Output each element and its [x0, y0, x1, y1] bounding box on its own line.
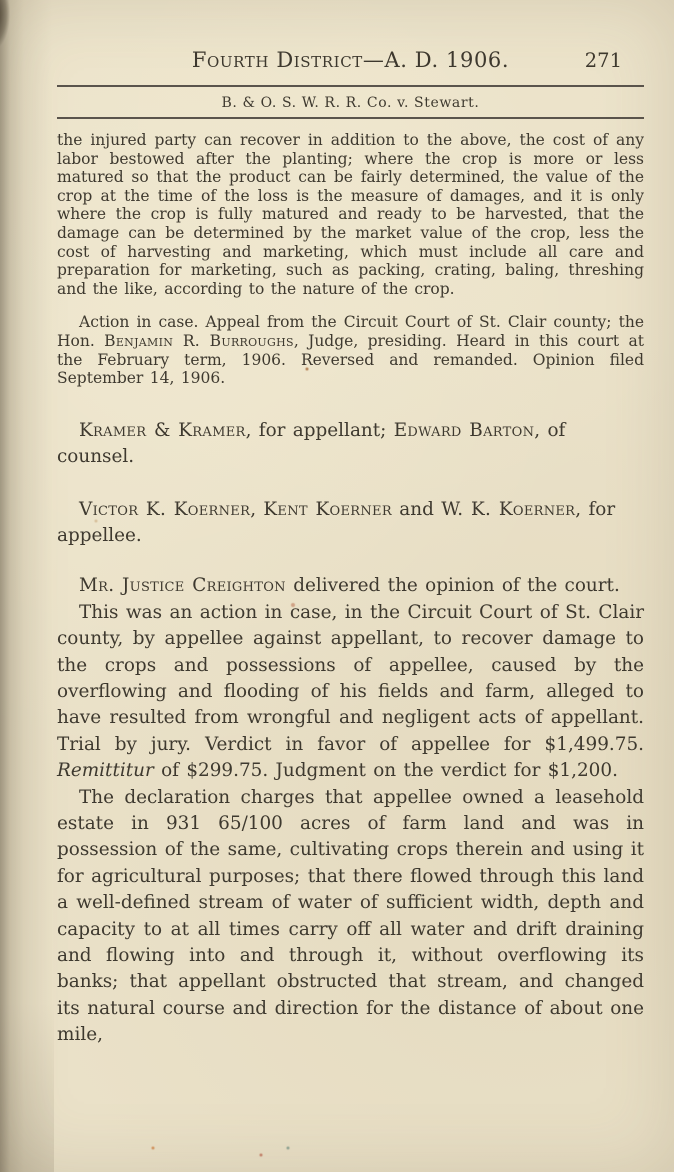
- opinion-author: [57, 573, 644, 599]
- text-segment: , for appellee.: [57, 498, 616, 546]
- scan-corner-shadow: [0, 0, 42, 96]
- text-segment: delivered the opinion of the court.: [285, 575, 620, 597]
- header-rule-top: [57, 85, 644, 87]
- page-number: 271: [584, 49, 622, 72]
- text-segment: Action in case. Appeal from the Circuit Court of St. Clair county; the Hon.: [57, 313, 644, 350]
- text-segment: The declaration charges that appellee owned a leasehold estate in 931 65/100 acres of farm land and was in possession of the same, cultivating crops therein and using it for agricultural purposes; that there flowed through this land a well-defined stream of water of sufficient width, depth and capacity to at all times carry off all water and drift draining and flowing into and through it, without overflowing its banks; that appellant obstructed that stream, and changed its natural course and direction for the distance of about one mile,: [57, 786, 644, 1046]
- opinion-text: [57, 131, 644, 1049]
- text-segment: , for appellant;: [245, 419, 394, 441]
- text-segment: of $299.75. Judgment on the verdict for $1,200.: [153, 760, 618, 782]
- text-segment: the injured party can recover in addition to the above, the cost of any labor bestowed after the planting; where the crop is more or less matured so that the product can be fairly determined, the value of the crop at the time of the loss is the measure of damages, and it is only where the crop is fully matured and ready to be harvested, that the damage can be determined by the market value of the crop, less the cost of harvesting and marketing, which must include all care and preparation for marketing, such as packing, crating, baling, threshing and the like, according to the nature of the crop.: [57, 131, 644, 298]
- italic-term: Remittitur: [57, 760, 154, 782]
- small-caps-name: Victor K. Koerner: [79, 498, 251, 520]
- small-caps-name: W. K. Koerner: [441, 498, 576, 520]
- running-header: [57, 48, 644, 75]
- text-segment: , Judge, presiding. Heard in this court at the February term, 1906. Reversed and remanded. Opinion filed September 14, 1906.: [57, 331, 644, 388]
- text-segment: ,: [250, 498, 264, 520]
- opinion-paragraph-2: [57, 785, 644, 1049]
- small-caps-name: Mr. Justice Creighton: [79, 575, 286, 597]
- appellee-counsel: [57, 497, 644, 550]
- small-caps-name: Kramer & Kramer: [79, 419, 246, 441]
- case-name: B. & O. S. W. R. R. Co. v. Stewart.: [221, 95, 480, 111]
- running-header-title: Fourth District—A. D. 1906.: [191, 48, 510, 72]
- page-content: [57, 48, 644, 1049]
- paper-specks: [0, 0, 2, 2]
- header-rule-bottom: [57, 117, 644, 119]
- text-segment: and: [391, 498, 442, 520]
- page-gutter-shadow: [0, 0, 54, 1172]
- text-segment: , of counsel.: [57, 419, 566, 468]
- text-segment: This was an action in case, in the Circuit Court of St. Clair county, by appellee against appellant, to recover damage to the crops and possessions of appellee, caused by the overflowing and flooding of his fields and farm, alleged to have resulted from wrongful and negligent acts of appellant. Trial by jury. Verdict in favor of appellee for $1,499.75.: [57, 601, 644, 755]
- opinion-paragraph-1: [57, 600, 644, 785]
- headnote-continuation: [57, 131, 644, 298]
- small-caps-name: Kent Koerner: [263, 498, 392, 520]
- case-history: [57, 313, 644, 387]
- appellant-counsel: [57, 418, 644, 471]
- small-caps-name: Edward Barton: [393, 419, 535, 441]
- small-caps-name: Benjamin R. Burroughs: [104, 331, 294, 350]
